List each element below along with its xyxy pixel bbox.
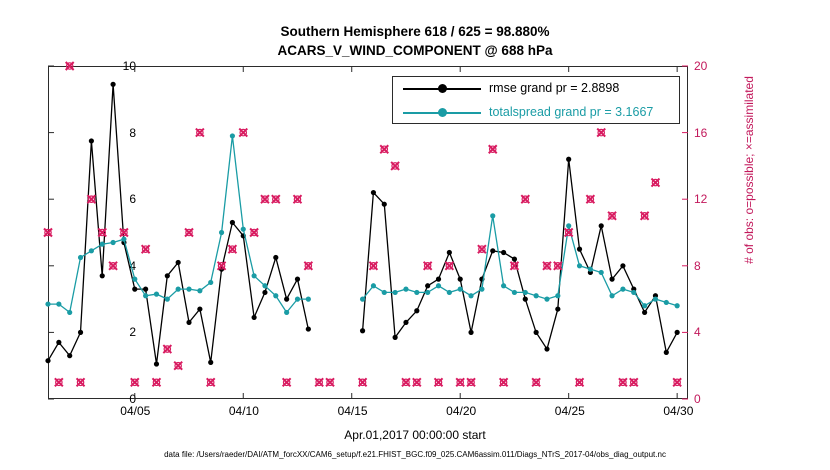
x-tick-0425: 04/25 xyxy=(554,404,585,418)
x-axis-label: Apr.01,2017 00:00:00 start xyxy=(344,428,486,442)
y-tick-right-4: 4 xyxy=(694,325,701,340)
x-tick-0410: 04/10 xyxy=(228,404,259,418)
y-axis-label-right: # of obs: o=possible; ×=assimilated xyxy=(742,76,756,264)
x-tick-0415: 04/15 xyxy=(337,404,368,418)
legend-marker-totalspread xyxy=(438,108,447,117)
x-tick-0405: 04/05 xyxy=(120,404,151,418)
legend xyxy=(392,76,680,124)
data-file-footnote: data file: /Users/raeder/DAI/ATM_forcXX/CAM6_setup/f.e21.FHIST_BGC.f09_025.CAM6assim.011/Diags_NTrS_2017-04/obs_diag_output.nc xyxy=(164,450,666,459)
y-tick-left-2: 2 xyxy=(129,325,136,340)
chart-title xyxy=(0,22,830,60)
title-line-1: Southern Hemisphere 618 / 625 = 98.880% xyxy=(280,24,550,39)
y-tick-right-12: 12 xyxy=(694,192,708,207)
y-tick-right-8: 8 xyxy=(694,258,701,273)
x-tick-0430: 04/30 xyxy=(663,404,694,418)
y-tick-left-4: 4 xyxy=(129,258,136,273)
legend-label-totalspread: totalspread grand pr = 3.1667 xyxy=(489,105,654,119)
y-tick-right-20: 20 xyxy=(694,59,708,73)
legend-label-rmse: rmse grand pr = 2.8898 xyxy=(489,81,620,95)
y-tick-right-0: 0 xyxy=(694,392,701,406)
legend-item-rmse xyxy=(393,77,679,101)
legend-item-totalspread xyxy=(393,101,679,125)
y-tick-left-10: 10 xyxy=(122,59,136,73)
y-tick-right-16: 16 xyxy=(694,125,708,140)
title-line-2: ACARS_V_WIND_COMPONENT @ 688 hPa xyxy=(277,43,553,58)
legend-marker-rmse xyxy=(438,84,447,93)
x-tick-0420: 04/20 xyxy=(446,404,477,418)
y-tick-left-6: 6 xyxy=(129,192,136,207)
y-tick-left-8: 8 xyxy=(129,125,136,140)
y-tick-left-0: 0 xyxy=(129,392,136,406)
